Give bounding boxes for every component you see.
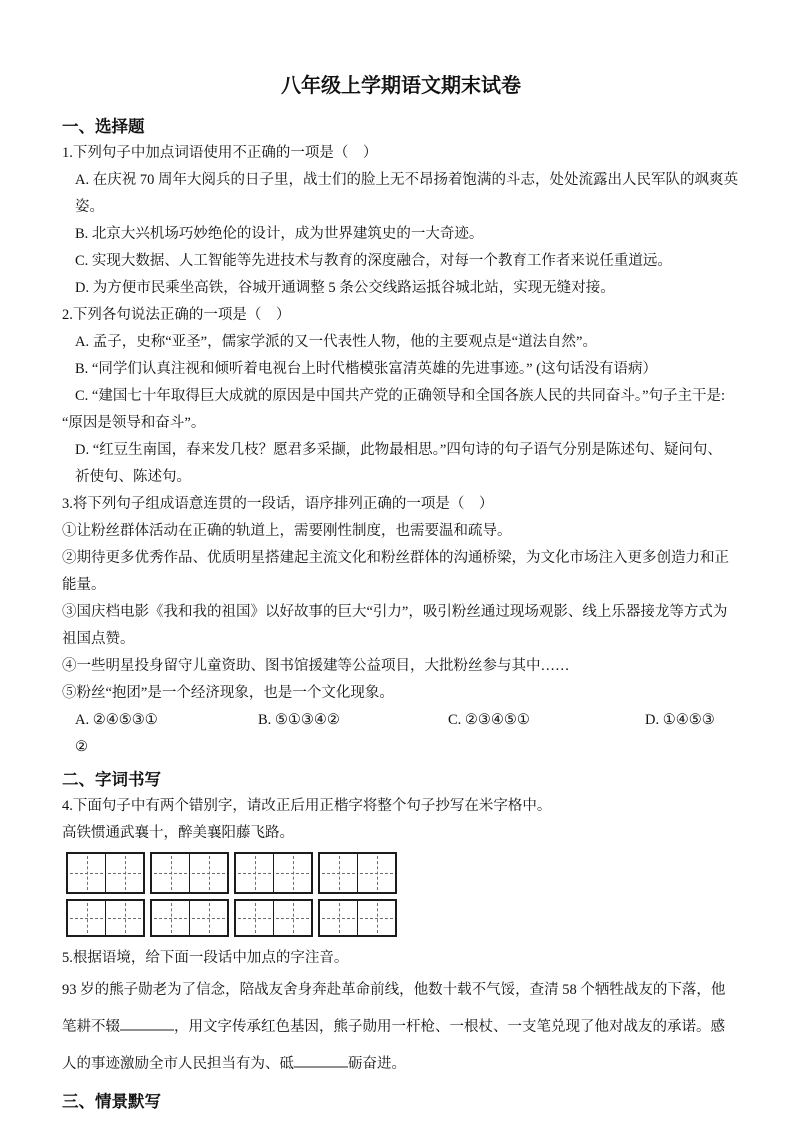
question-1-option-d: D. 为方便市民乘坐高铁，谷城开通调整 5 条公交线路运抵谷城北站，实现无缝对接。 bbox=[75, 280, 615, 296]
question-2-option-d-wrap: 祈使句、陈述句。 bbox=[75, 469, 191, 485]
question-2-option-a: A. 孟子，史称“亚圣”，儒家学派的又一代表性人物，他的主要观点是“道法自然”。 bbox=[75, 334, 597, 350]
writing-grid-cell bbox=[105, 854, 143, 892]
writing-grid-cell bbox=[357, 901, 395, 935]
writing-grid-cell bbox=[273, 854, 311, 892]
question-4-sentence: 高铁惯通武襄十，醉美襄阳藤飞路。 bbox=[62, 825, 294, 841]
writing-grid-cell bbox=[236, 854, 273, 892]
question-1-option-c: C. 实现大数据、人工智能等先进技术与教育的深度融合，对每一个教育工作者来说任重道远。 bbox=[75, 253, 672, 269]
pinyin-answer-blank-1 bbox=[120, 1016, 174, 1031]
writing-grid-group bbox=[318, 852, 397, 894]
question-3-option-c: C. ②③④⑤① bbox=[448, 712, 530, 728]
writing-grid-cell bbox=[152, 854, 189, 892]
question-1-option-a-wrap: 姿。 bbox=[75, 199, 104, 215]
question-3-item-3-wrap: 祖国点赞。 bbox=[62, 631, 135, 647]
question-1-option-b: B. 北京大兴机场巧妙绝伦的设计，成为世界建筑史的一大奇迹。 bbox=[75, 226, 484, 242]
question-5-line-2 bbox=[62, 1009, 740, 1046]
question-2-option-d: D. “红豆生南国，春来发几枝？愿君多采撷，此物最相思。”四句诗的句子语气分别是陈述句、疑问句、 bbox=[75, 442, 722, 458]
writing-grid-group bbox=[150, 899, 229, 937]
writing-grid-cell bbox=[236, 901, 273, 935]
writing-grid-group bbox=[234, 899, 313, 937]
question-3-item-2: ②期待更多优秀作品、优质明星搭建起主流文化和粉丝群体的沟通桥梁，为文化市场注入更多创造力和正 bbox=[62, 550, 729, 566]
question-1-option-a: A. 在庆祝 70 周年大阅兵的日子里，战士们的脸上无不昂扬着饱满的斗志，处处流露出人民军队的飒爽英 bbox=[75, 172, 738, 188]
question-2-option-c-wrap: “原因是领导和奋斗”。 bbox=[62, 415, 206, 431]
question-3-item-4: ④一些明星投身留守儿童资助、图书馆援建等公益项目，大批粉丝参与其中…… bbox=[62, 658, 570, 674]
writing-grid-cell bbox=[357, 854, 395, 892]
question-3-option-d: D. ①④⑤③ bbox=[645, 712, 715, 728]
question-5-line-1: 93 岁的熊子勋老为了信念，陪战友舍身奔赴革命前线，他数十载不气馁，查清 58 个牺牲战友的下落，他 bbox=[62, 982, 726, 998]
question-3-option-d-wrap: ② bbox=[75, 739, 88, 755]
writing-grid-cell bbox=[273, 901, 311, 935]
question-2-option-c: C. “建国七十年取得巨大成就的原因是中国共产党的正确领导和全国各族人民的共同奋斗。”句子主干是: bbox=[75, 388, 726, 404]
question-5-line-3-text-cont: 砺奋进。 bbox=[348, 1056, 406, 1072]
writing-grid-group bbox=[66, 899, 145, 937]
question-5-line-3 bbox=[62, 1046, 740, 1083]
writing-grid-row-1 bbox=[66, 852, 740, 894]
writing-grid-group bbox=[234, 852, 313, 894]
question-5-line-3-text: 人的事迹激励全市人民担当有为、砥 bbox=[62, 1056, 294, 1072]
question-3-item-3: ③国庆档电影《我和我的祖国》以好故事的巨大“引力”，吸引粉丝通过现场观影、线上乐器接龙等方式为 bbox=[62, 604, 728, 620]
pinyin-answer-blank-2 bbox=[294, 1053, 348, 1068]
writing-grid-group bbox=[318, 899, 397, 937]
writing-grid-row-2 bbox=[66, 899, 740, 937]
question-4-stem: 4.下面句子中有两个错别字，请改正后用正楷字将整个句子抄写在米字格中。 bbox=[62, 798, 552, 814]
question-3-option-b: B. ⑤①③④② bbox=[258, 712, 340, 728]
question-3-option-a: A. ②④⑤③① bbox=[75, 712, 158, 728]
question-5-stem: 5.根据语境，给下面一段话中加点的字注音。 bbox=[62, 950, 349, 966]
question-1-stem: 1.下列句子中加点词语使用不正确的一项是（ ） bbox=[62, 145, 378, 161]
question-3-stem: 3.将下列句子组成语意连贯的一段话，语序排列正确的一项是（ ） bbox=[62, 496, 494, 512]
section-heading-writing: 二、字词书写 bbox=[62, 770, 161, 789]
section-heading-choice: 一、选择题 bbox=[62, 117, 145, 136]
writing-grid-cell bbox=[152, 901, 189, 935]
writing-grid-cell bbox=[68, 901, 105, 935]
writing-grid-group bbox=[66, 852, 145, 894]
writing-grid-cell bbox=[189, 901, 227, 935]
question-3-options-row bbox=[62, 707, 740, 734]
page-title: 八年级上学期语文期末试卷 bbox=[281, 75, 521, 97]
question-2-stem: 2.下列各句说法正确的一项是（ ） bbox=[62, 307, 291, 323]
question-5-line-2-text-cont: ，用文字传承红色基因，熊子勋用一杆枪、一根杖、一支笔兑现了他对战友的承诺。感 bbox=[174, 1019, 725, 1035]
writing-grid-group bbox=[150, 852, 229, 894]
question-3-item-5: ⑤粉丝“抱团”是一个经济现象，也是一个文化现象。 bbox=[62, 685, 394, 701]
writing-grid-cell bbox=[68, 854, 105, 892]
question-5-line-2-text: 笔耕不辍 bbox=[62, 1019, 120, 1035]
writing-grid-cell bbox=[320, 901, 357, 935]
writing-grid-cell bbox=[105, 901, 143, 935]
writing-grid-cell bbox=[189, 854, 227, 892]
question-3-item-2-wrap: 能量。 bbox=[62, 577, 106, 593]
question-2-option-b: B. “同学们认真注视和倾听着电视台上时代楷模张富清英雄的先进事迹。” (这句话没有语病） bbox=[75, 361, 657, 377]
section-heading-dictation: 三、情景默写 bbox=[62, 1092, 161, 1111]
writing-grid-cell bbox=[320, 854, 357, 892]
question-3-item-1: ①让粉丝群体活动在正确的轨道上，需要刚性制度，也需要温和疏导。 bbox=[62, 523, 512, 539]
